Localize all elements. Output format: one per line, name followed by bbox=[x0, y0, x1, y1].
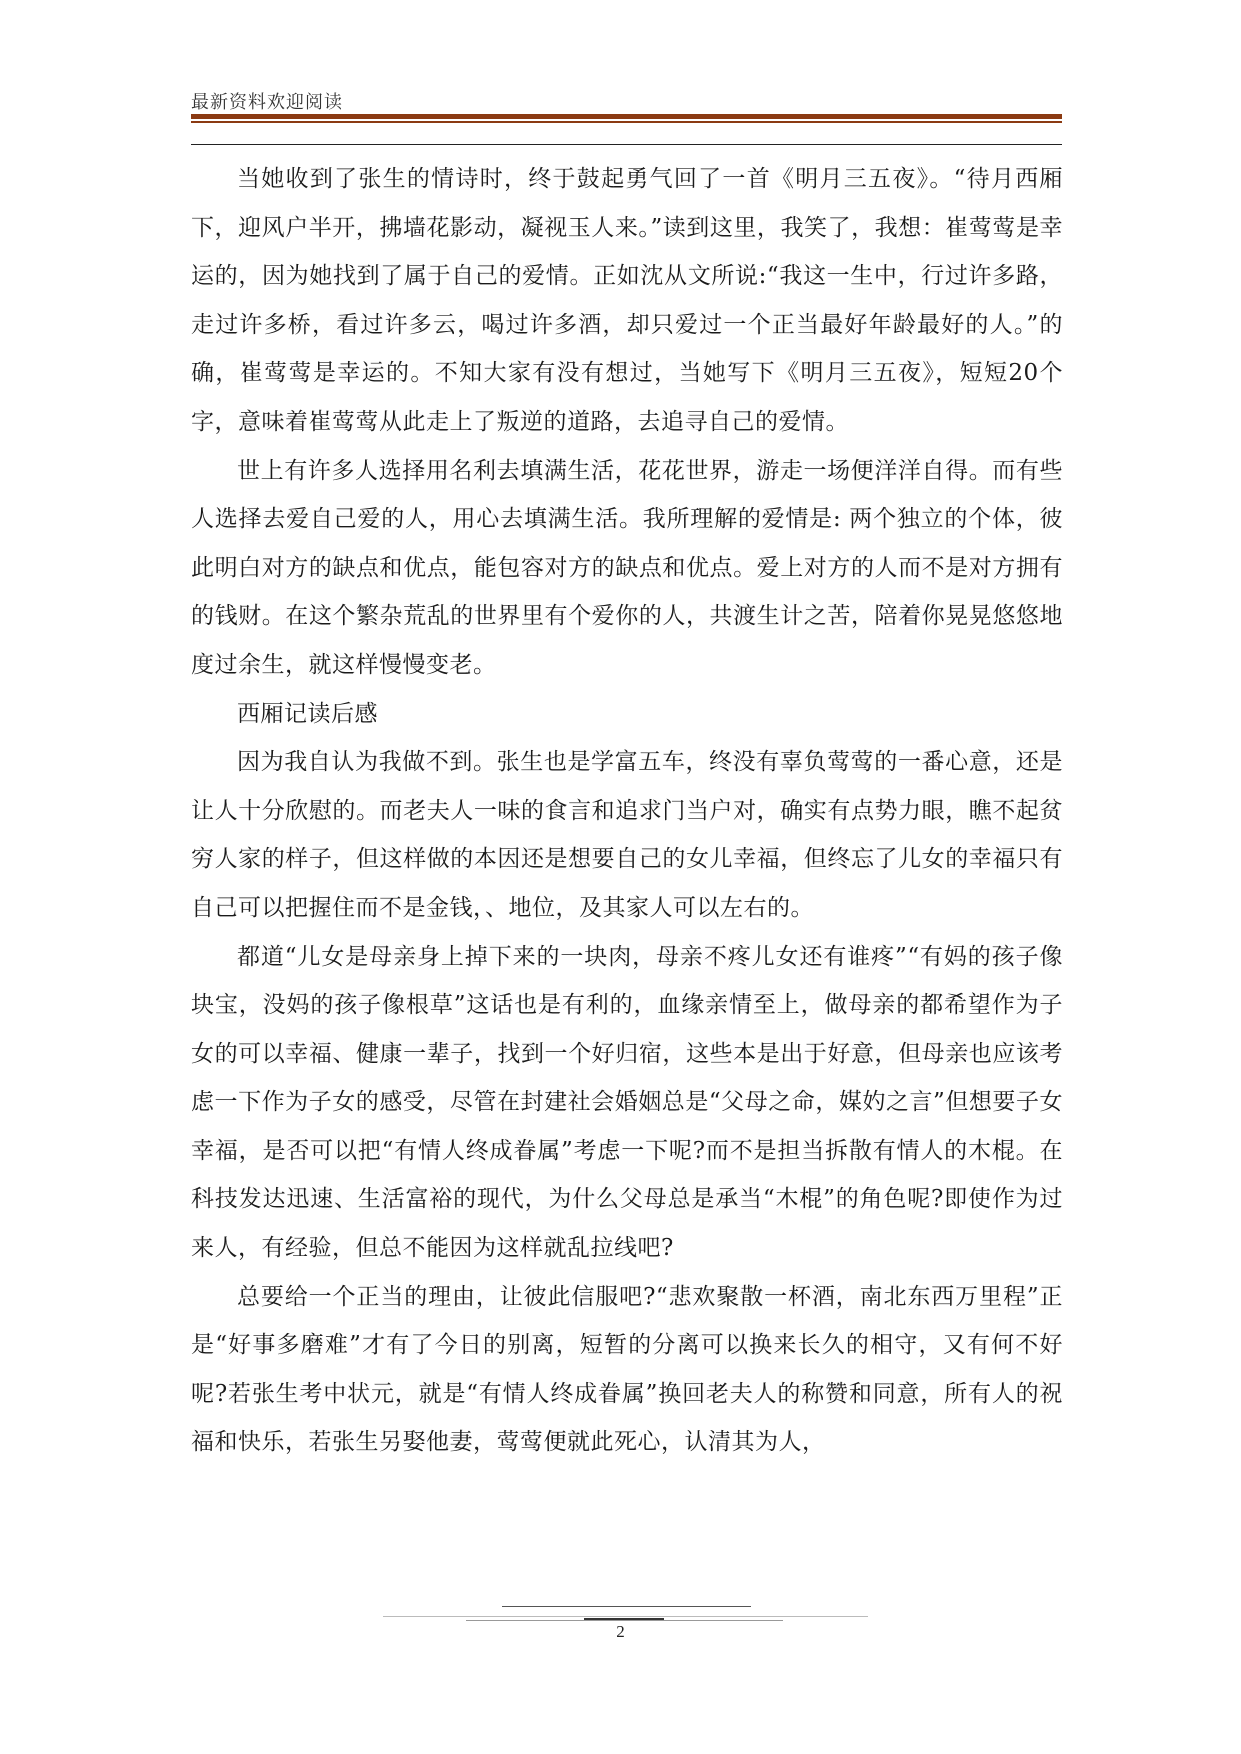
footer-rule-accent bbox=[584, 1618, 664, 1620]
header-rule-thin bbox=[191, 121, 1062, 123]
paragraph: 因为我自认为我做不到。张生也是学富五车，终没有辜负莺莺的一番心意，还是让人十分欣慰的。而老夫人一味的食言和追求门当户对，确实有点势力眼，瞧不起贫穷人家的样子，但这样做的本因还是想要自己的女儿幸福，但终忘了儿女的幸福只有自己可以把握住而不是金钱，、地位，及其家人可以左右的。 bbox=[191, 749, 1063, 921]
header-rule-underline bbox=[191, 144, 1062, 145]
section-heading: 西厢记读后感 bbox=[237, 700, 378, 727]
header-title: 最新资料欢迎阅读 bbox=[191, 92, 343, 113]
footer-rule bbox=[502, 1606, 751, 1607]
paragraph: 都道“儿女是母亲身上掉下来的一块肉，母亲不疼儿女还有谁疼”“有妈的孩子像块宝，没妈的孩子像根草”这话也是有利的，血缘亲情至上，做母亲的都希望作为子女的可以幸福、健康一辈子，找到一个好归宿，这些本是出于好意，但母亲也应该考虑一下作为子女的感受，尽管在封建社会婚姻总是“父母之命，媒妁之言”但想要子女幸福，是否可以把“有情人终成眷属”考虑一下呢?而不是担当拆散有情人的木棍。在科技发达迅速、生活富裕的现代，为什么父母总是承当“木棍”的角色呢?即使作为过来人，有经验，但总不能因为这样就乱拉线吧? bbox=[191, 943, 1063, 1262]
paragraph: 当她收到了张生的情诗时，终于鼓起勇气回了一首《明月三五夜》。“待月西厢下，迎风户半开，拂墙花影动，凝视玉人来。”读到这里，我笑了，我想：崔莺莺是幸运的，因为她找到了属于自己的爱情。正如沈从文所说:“我这一生中，行过许多路，走过许多桥，看过许多云，喝过许多酒，却只爱过一个正当最好年龄最好的人。”的确，崔莺莺是幸运的。不知大家有没有想过，当她写下《明月三五夜》，短短20个字，意味着崔莺莺从此走上了叛逆的道路，去追寻自己的爱情。 bbox=[191, 166, 1063, 435]
paragraph: 世上有许多人选择用名利去填满生活，花花世界，游走一场便洋洋自得。而有些人选择去爱自己爱的人，用心去填满生活。我所理解的爱情是: 两个独立的个体，彼此明白对方的缺点和优点，能包容对方的缺点和优点。爱上对方的人而不是对方拥有的钱财。在这个繁杂荒乱的世界里有个爱你的人，共渡生计之苦，陪着你晃晃悠悠地度过余生，就这样慢慢变老。 bbox=[191, 457, 1063, 678]
footer-rule bbox=[383, 1616, 868, 1617]
page-number: 2 bbox=[616, 1622, 625, 1641]
header-rule-thick bbox=[191, 114, 1062, 119]
footer-rule bbox=[466, 1620, 783, 1621]
paragraph: 总要给一个正当的理由，让彼此信服吧?“悲欢聚散一杯酒，南北东西万里程”正是“好事多磨难”才有了今日的别离，短暂的分离可以换来长久的相守，又有何不好呢?若张生考中状元，就是“有情人终成眷属”换回老夫人的称赞和同意，所有人的祝福和快乐，若张生另娶他妻，莺莺便就此死心，认清其为人， bbox=[191, 1283, 1063, 1456]
body-text bbox=[191, 155, 1063, 1467]
